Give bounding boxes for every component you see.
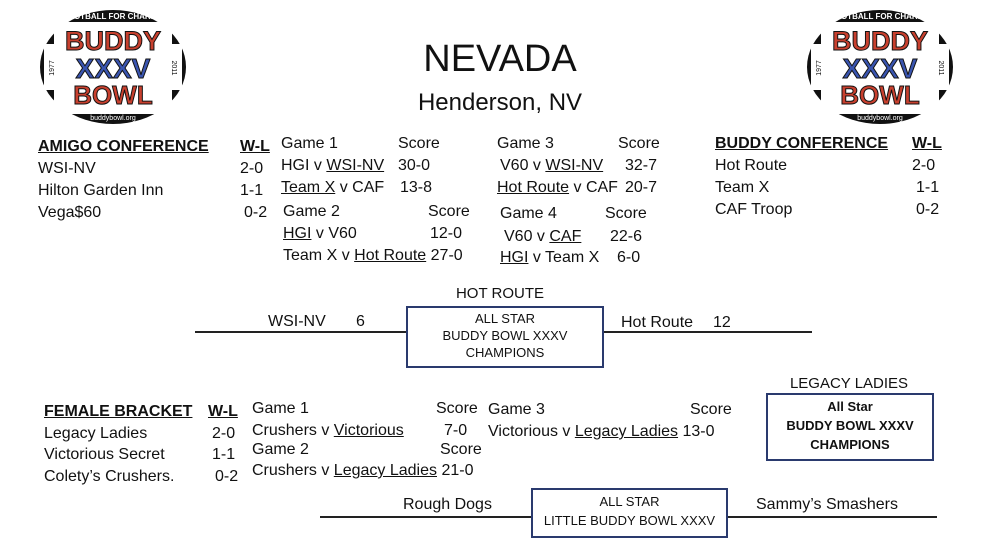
female-game-1-row: Crushers v Victorious [252, 422, 404, 439]
female-game-3-score-label: Score [690, 401, 732, 418]
final-2-box-line-2: LITTLE BUDDY BOWL XXXV [543, 513, 716, 528]
page-title: NEVADA [423, 38, 577, 80]
amigo-team-3: Vega$60 [38, 204, 102, 221]
amigo-team-2-wl: 1-1 [240, 182, 264, 199]
final-2-left-line [320, 516, 532, 518]
female-game-2-score-label: Score [440, 441, 482, 458]
game-1-label: Game 1 [281, 135, 338, 152]
game-1-score-label: Score [398, 135, 440, 152]
game-4-row-1-score: 22-6 [610, 228, 643, 245]
final-1-winner: HOT ROUTE [455, 285, 545, 302]
female-team-2: Victorious Secret [44, 446, 165, 463]
game-3-score-label: Score [618, 135, 660, 152]
page-subtitle: Henderson, NV [417, 89, 583, 116]
logo-top-text: FOOTBALL FOR CHARITY [62, 12, 164, 21]
logo-year-right: 2011 [170, 60, 177, 76]
legacy-box-line-2: BUDDY BOWL XXXV [786, 418, 914, 433]
female-team-3-wl: 0-2 [215, 468, 239, 485]
game-3-row-2: Hot Route v CAF [497, 179, 618, 196]
amigo-wl-header: W-L [240, 138, 270, 155]
female-wl-header: W-L [208, 403, 238, 420]
logo-site: buddybowl.org [857, 115, 903, 122]
final-1-left-line [195, 331, 407, 333]
game-4-score-label: Score [605, 205, 647, 222]
logo-line2: XXXV [842, 53, 918, 84]
logo-line1: BUDDY [831, 26, 929, 56]
logo-line2: XXXV [75, 53, 151, 84]
game-2-score-label: Score [428, 203, 470, 220]
game-4-row-1: V60 v CAF [504, 228, 582, 245]
female-game-3-row: Victorious v Legacy Ladies 13-0 [488, 423, 715, 440]
female-bracket-title: FEMALE BRACKET [44, 403, 193, 420]
amigo-team-1: WSI-NV [38, 160, 96, 177]
logo-top-text: FOOTBALL FOR CHARITY [829, 12, 931, 21]
buddy-team-1: Hot Route [715, 157, 788, 174]
final-2-left-team: Rough Dogs [403, 496, 492, 513]
game-1-row-2-score: 13-8 [400, 179, 433, 196]
game-3-row-1: V60 v WSI-NV [500, 157, 604, 174]
final-2-champion-box [531, 488, 728, 538]
female-game-2-label: Game 2 [252, 441, 309, 458]
game-2-label: Game 2 [283, 203, 340, 220]
game-4-label: Game 4 [500, 205, 557, 222]
buddy-team-3: CAF Troop [715, 201, 793, 218]
logo-line1: BUDDY [64, 26, 162, 56]
buddy-wl-header: W-L [912, 135, 942, 152]
female-game-3-label: Game 3 [488, 401, 545, 418]
logo-site: buddybowl.org [90, 115, 136, 122]
final-1-left-score: 6 [356, 313, 365, 330]
logo-year-left: 1977 [49, 60, 56, 76]
female-team-1-wl: 2-0 [212, 425, 236, 442]
female-team-1: Legacy Ladies [44, 425, 148, 442]
final-1-box-line-2: BUDDY BOWL XXXV [442, 328, 568, 343]
amigo-conference-title: AMIGO CONFERENCE [38, 138, 209, 155]
female-team-2-wl: 1-1 [212, 446, 236, 463]
legacy-box-line-3: CHAMPIONS [810, 437, 890, 452]
game-1-row-1-score: 30-0 [398, 157, 431, 174]
amigo-team-1-wl: 2-0 [240, 160, 264, 177]
game-2-row-1: HGI v V60 [283, 225, 357, 242]
final-2-right-team: Sammy’s Smashers [756, 496, 898, 513]
game-4-row-2: HGI v Team X [500, 249, 600, 266]
logo-year-left: 1977 [816, 60, 823, 76]
game-3-row-2-score: 20-7 [625, 179, 658, 196]
buddy-team-1-wl: 2-0 [912, 157, 936, 174]
female-game-1-score-label: Score [436, 400, 478, 417]
final-1-right-score: 12 [713, 314, 731, 331]
game-1-row-2: Team X v CAF [281, 179, 385, 196]
game-2-row-2: Team X v Hot Route 27-0 [283, 247, 463, 264]
amigo-team-2: Hilton Garden Inn [38, 182, 164, 199]
final-1-box-line-1: ALL STAR [475, 311, 535, 326]
logo-line3: BOWL [840, 80, 920, 110]
buddy-conference-title: BUDDY CONFERENCE [715, 135, 889, 152]
female-game-2-row: Crushers v Legacy Ladies 21-0 [252, 462, 474, 479]
logo-line3: BOWL [73, 80, 153, 110]
game-3-row-1-score: 32-7 [625, 157, 658, 174]
female-game-1-label: Game 1 [252, 400, 309, 417]
buddy-team-3-wl: 0-2 [916, 201, 940, 218]
game-2-row-1-score: 12-0 [430, 225, 463, 242]
legacy-winner: LEGACY LADIES [789, 375, 909, 392]
logo-year-right: 2011 [937, 60, 944, 76]
legacy-box-line-1: All Star [827, 399, 873, 414]
final-1-left-team: WSI-NV [268, 313, 326, 330]
final-1-right-team: Hot Route [621, 314, 694, 331]
amigo-team-3-wl: 0-2 [244, 204, 268, 221]
legacy-champion-box [766, 393, 934, 461]
game-4-row-2-score: 6-0 [617, 249, 641, 266]
buddy-team-2-wl: 1-1 [916, 179, 940, 196]
final-1-box-line-3: CHAMPIONS [465, 345, 545, 360]
female-team-3: Colety’s Crushers. [44, 468, 175, 485]
female-game-1-score: 7-0 [444, 422, 468, 439]
final-2-right-line [724, 516, 937, 518]
final-2-box-line-1: ALL STAR [599, 494, 660, 509]
game-1-row-1: HGI v WSI-NV [281, 157, 385, 174]
game-3-label: Game 3 [497, 135, 554, 152]
buddy-team-2: Team X [715, 179, 770, 196]
final-1-champion-box [406, 306, 604, 368]
